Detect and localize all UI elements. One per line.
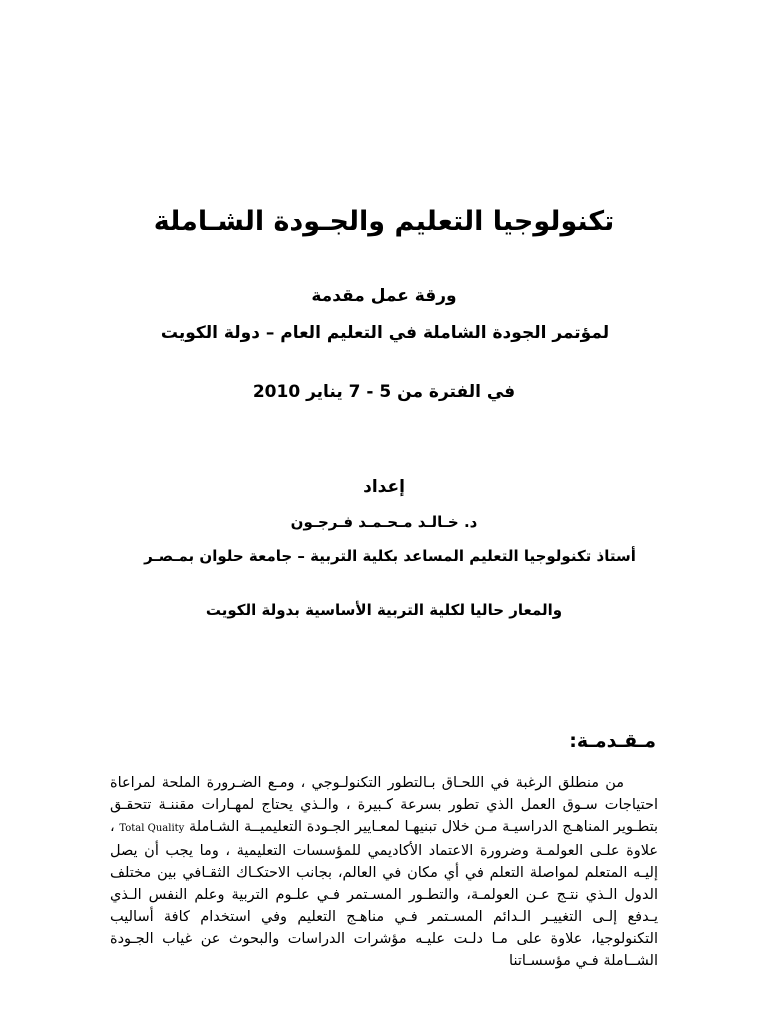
intro-text-part1: من منطلق الرغبة في اللحـاق بـالتطور التكنولـوجي ، ومـع الضـرورة الملحة لمراعاة احتياجات سـوق العمل الذي تطور بسرعة كـبيرة ، والـذي يحتاج لمهـارات مقننـة تتحقـق بتطـوير المناهـج الدراسيـة مـن خلال تبنيهـا لمعـايير الجـودة التعليميــة الشـاملة xyxy=(110,775,659,835)
document-title: تكنولوجيا التعليم والجـودة الشـاملة xyxy=(153,206,615,237)
author-affiliation: والمعار حاليا لكلية التربية الأساسية بدولة الكويت xyxy=(205,601,563,619)
conference-period: في الفترة من 5 - 7 يناير 2010 xyxy=(252,382,516,402)
intro-heading: مـقـدمـة: xyxy=(569,730,656,752)
paper-type: ورقة عمل مقدمة xyxy=(311,286,457,306)
intro-text-part2: ، علاوة علـى العولمـة وضرورة الاعتماد الأكاديمي للمؤسسات التعليمية ، وما يجب أن يصل إليـه المتعلم لمواصلة التعلم في أي مكان في العالم، بجانب الاحتكـاك الثقـافي بين مختلف الدول الـذي نتـج عـن العولمـة، والتطـور المسـتمر فـي علـوم التربية وعلم النفس الـذي يـدفع إلـى التغييـر الـدائم المسـتمر فـي مناهـج التعليم وفي استخدام كافة أساليب التكنولوجيا، علاوة على مـا دلـت عليـه مؤشرات الدراسات والبحوث عن غياب الجـودة الشــاملة فـي مؤسسـاتنا xyxy=(110,819,658,969)
intro-latin-term: Total Quality xyxy=(119,823,185,834)
conference-name: لمؤتمر الجودة الشاملة في التعليم العام – دولة الكويت xyxy=(160,323,610,343)
author-title: أستاذ تكنولوجيا التعليم المساعد بكلية التربية – جامعة حلوان بمـصـر xyxy=(144,547,636,565)
author-name: د. خـالـد مـحـمـد فـرجـون xyxy=(290,513,478,531)
intro-paragraph xyxy=(110,772,658,972)
prepared-by-label: إعداد xyxy=(363,477,405,497)
